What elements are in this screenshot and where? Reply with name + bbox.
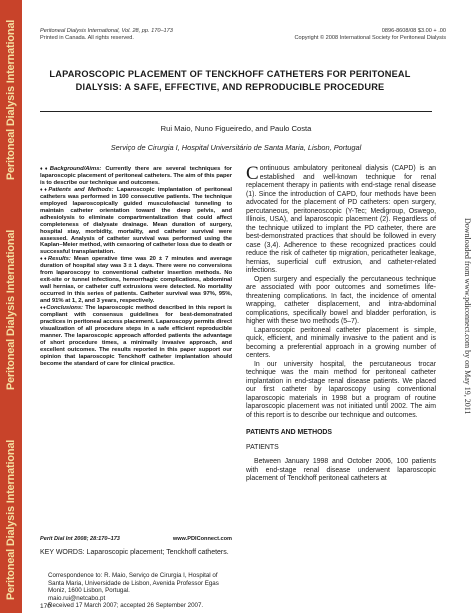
abstract (40, 166, 232, 368)
abstract-methods (40, 187, 232, 257)
body-text-column (246, 165, 436, 484)
body-paragraph: Open surgery and especially the percutaneous technique are associated with poor outcomes and sometimes life-threatening complications. In fact, the incidence of omental wrapping, catheter displacement, and intra-abdominal complications, specifically bowel and bladder perforation, is higher with these two methods (5–7). (246, 275, 436, 325)
abstract-text: Currently there are several techniques for laparoscopic placement of peritoneal catheters. The aim of this paper is to describe our technique and outcomes. (40, 166, 232, 186)
copyright-notice: Copyright © 2008 International Society for Peritoneal Dialysis (294, 35, 446, 41)
drop-cap: C (246, 163, 259, 184)
diamond-bullet-icon: ♦♦ (40, 186, 49, 193)
body-paragraph-text: ontinuous ambulatory peritoneal dialysis (CAPD) is an established and well-known technique for renal replacement therapy in patients with end-stage renal disease (1). Since the introduction of CAPD, four methods have been advocated for the placement of PD catheters: open surgery, percutaneous, peritoneoscopic (Y-Tec; Medigroup, Oswego, Illinois, USA), and laparoscopic placement (2). Regardless of the technique utilized to implant the PD catheter, there are best-demonstrated practices that should be followed in every case (3,4). Adherence to these recognized practices could reduce the risk of catheter tip migration, pericatheter leakage, hernias, superficial cuff extrusion, and catheter-related infections. (246, 165, 436, 274)
diamond-bullet-icon: ♦♦ (40, 256, 48, 263)
abstract-text: Laparoscopic implantation of peritoneal catheters was performed in 100 consecutive patients. The technique employed laparoscopically guided musculofascial tunneling to maintain catheter orientation toward the deep pelvis, and adhesiolysis to eliminate compartmentalization that could affect completeness of dialysate drainage. Mean duration of surgery, hospital stay, morbidity, mortality, and catheter survival were assessed. Analysis of catheter survival was performed using the Kaplan–Meier method, with censoring of catheter loss due to death or successful transplantation. (40, 186, 233, 256)
article-title-line-2: DIALYSIS: A SAFE, EFFECTIVE, AND REPRODUCIBLE PROCEDURE (75, 82, 385, 92)
article-title-line-1: LAPAROSCOPIC PLACEMENT OF TENCKHOFF CATHETERS FOR PERITONEAL (49, 69, 411, 79)
issn-price: 0896-8608/08 $3.00 + .00 (381, 28, 446, 34)
body-paragraph: Laparoscopic peritoneal catheter placement is simple, quick, efficient, and minimally invasive to the patient and is becoming a preferential approach in a growing number of centers. (246, 326, 436, 359)
journal-website-link[interactable]: www.PDIConnect.com (172, 536, 232, 542)
article-citation: Perit Dial Int 2008; 28:170–173 (40, 536, 120, 542)
abstract-text: The laparoscopic method described in this report is compliant with consensus guidelines for best-demonstrated practices in peritoneal access placement. Laparoscopy permits direct visualization of all procedure steps in a safe efficient reproducible manner. The laparoscopic approach afforded patients the advantage of short procedure times, a minimally invasive approach, and excellent outcomes. The results reported in this paper support our opinion that laparoscopic Tenckhoff catheter implantation should become the standard of care for clinical practice. (40, 305, 232, 367)
author-list: Rui Maio, Nuno Figueiredo, and Paulo Costa (160, 124, 312, 133)
abstract-label: Background/Aims: (49, 166, 102, 172)
download-note (461, 218, 473, 598)
body-paragraph: In our university hospital, the percutaneous trocar technique was the main method for peritoneal catheter implantation in end-stage renal disease patients. We placed our first catheter by laparoscopy using conventional laparoscopic materials in 1998 but a program of routine laparoscopic placement was not initiated until 2002. The aim of this report is to describe our technique and outcomes. (246, 360, 436, 419)
article-title (40, 68, 420, 94)
received-accepted-dates: Received 17 March 2007; accepted 26 September 2007. (48, 602, 204, 610)
sidebar-journal-name: Peritoneal Dialysis International (5, 439, 17, 601)
download-note-text: Downloaded from www.pdiconnect.com by on May 19, 2011 (463, 218, 472, 415)
abstract-text: Mean operative time was 20 ± 7 minutes and average duration of hospital stay was 3 ± 1 days. There were no conversions from laparoscopy to conventional catheter insertion methods. No exit-site or tunnel infections, hemorrhagic complications, abdominal wall hernias, or catheter cuff extrusions were detected. No mortality occurred in this series of patients. Catheter survival was 97%, 95%, and 91% at 1, 2, and 3 years, respectively. (40, 256, 232, 305)
body-paragraph (246, 165, 436, 276)
abstract-background (40, 166, 232, 187)
abstract-conclusions (40, 305, 232, 368)
subsection-heading: PATIENTS (246, 443, 279, 451)
journal-citation-header: Peritoneal Dialysis International, Vol. 28, pp. 170–173 (40, 28, 173, 34)
page-number: 170 (40, 603, 51, 610)
journal-header-right (294, 28, 446, 42)
keywords: KEY WORDS: Laparoscopic placement; Tenckhoff catheters. (40, 549, 229, 556)
abstract-label: Results: (47, 256, 71, 263)
correspondence-email[interactable]: maio.rui@netcabo.pt (48, 594, 106, 602)
diamond-bullet-icon: ♦♦ (40, 305, 47, 312)
body-paragraph: Between January 1998 and October 2006, 100 patients with end-stage renal disease underwent laparoscopic placement of Tenckhoff peritoneal catheters at (246, 458, 436, 482)
rights-notice: Printed in Canada. All rights reserved. (40, 35, 134, 41)
sidebar-journal-name: Peritoneal Dialysis International (5, 229, 17, 391)
sidebar-journal-name: Peritoneal Dialysis International (5, 19, 17, 181)
title-divider (40, 111, 432, 112)
correspondence-address: Correspondence to: R. Maio, Serviço de Cirurgia I, Hospital of Santa Maria, Universidade de Lisbon, Avenida Professor Egas Moniz, 1600 Lisbon, Portugal. (48, 572, 219, 595)
abstract-results (40, 256, 232, 305)
diamond-bullet-icon: ♦♦ (40, 166, 50, 172)
journal-header-left (40, 28, 173, 42)
section-heading: PATIENTS AND METHODS (246, 429, 333, 436)
abstract-label: Patients and Methods: (48, 186, 114, 193)
author-affiliation: Serviço de Cirurgia I, Hospital Universitário de Santa Maria, Lisbon, Portugal (110, 143, 362, 152)
journal-sidebar-banner (0, 0, 22, 613)
correspondence-block (48, 572, 232, 610)
abstract-label: Conclusions: (46, 305, 83, 312)
citation-line (40, 536, 232, 542)
